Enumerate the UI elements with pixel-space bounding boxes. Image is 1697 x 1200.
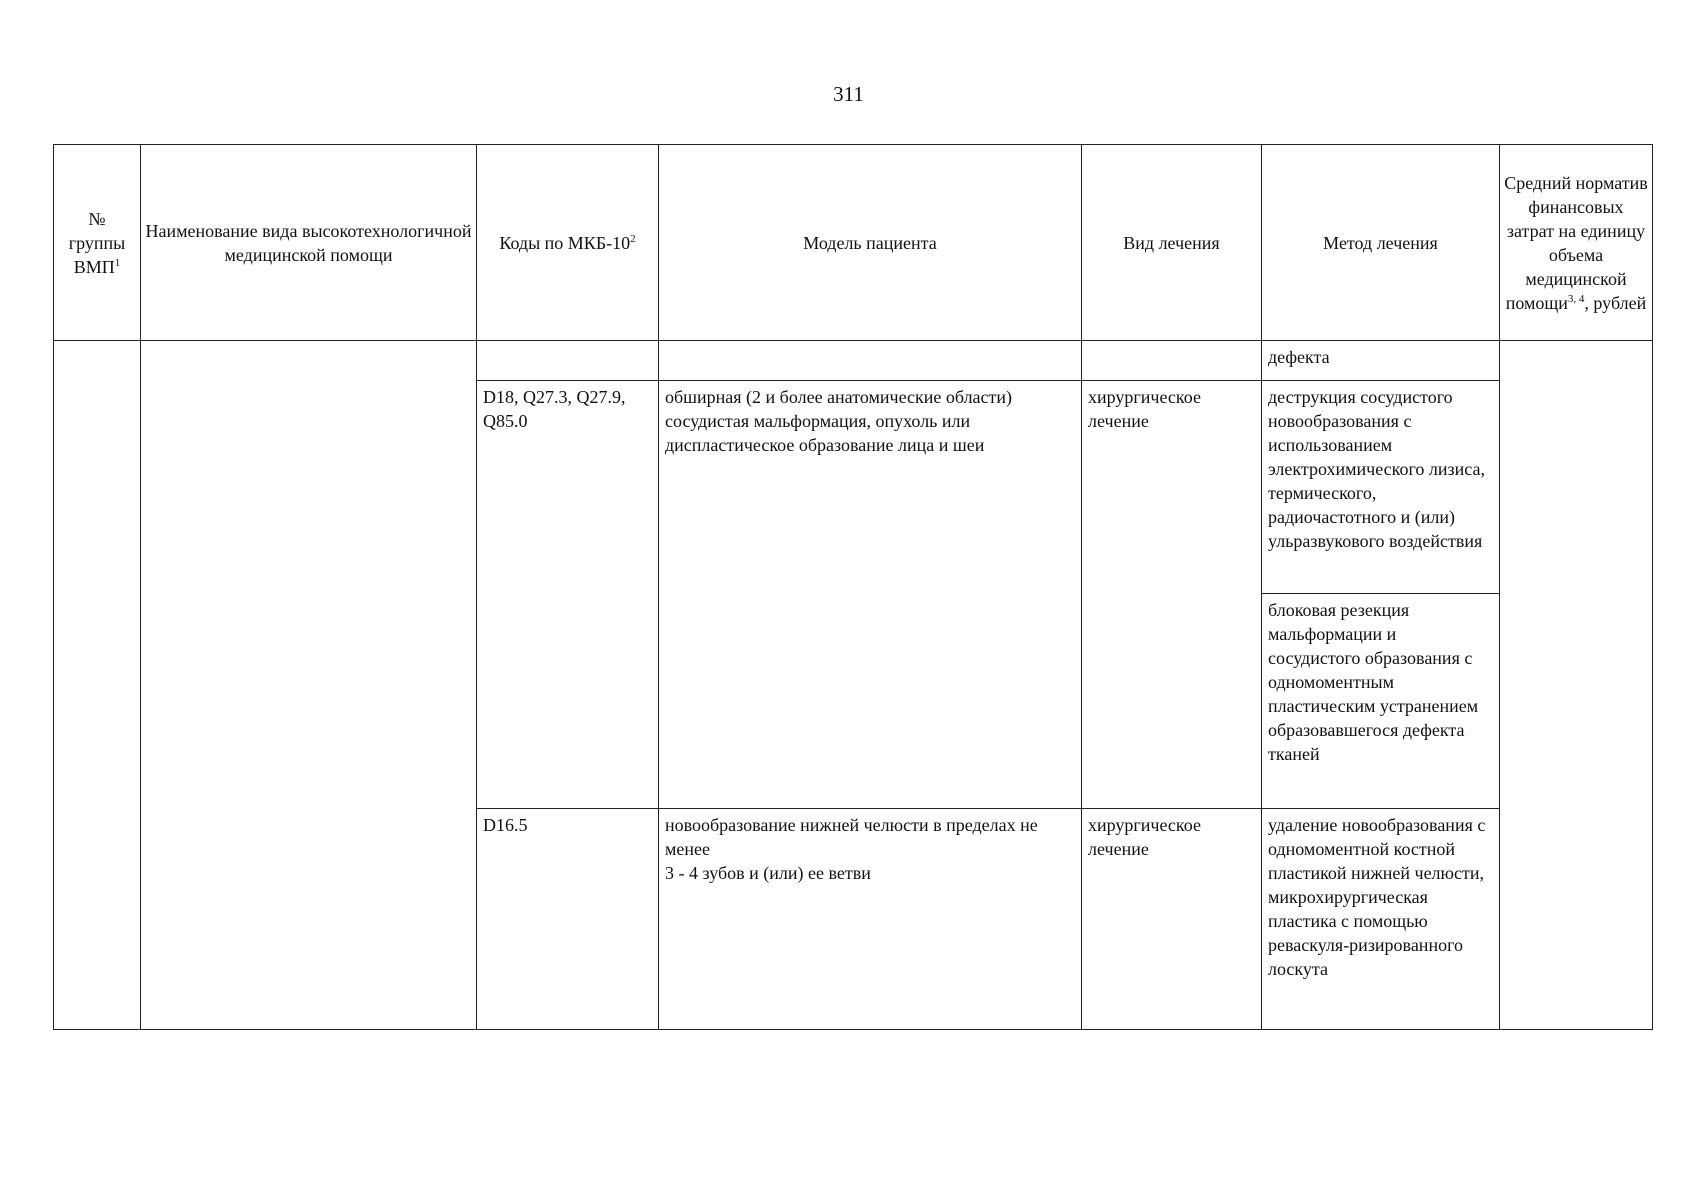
- cell-patient-model: [659, 808, 1082, 1029]
- header-treatment-type: Вид лечения: [1082, 145, 1262, 341]
- cell-treatment-empty: [1082, 341, 1262, 381]
- cell-method-continuation: дефекта: [1262, 341, 1500, 381]
- cell-treatment-method: блоковая резекция мальформации и сосудистого образования с одномоментным пластическим устранением образовавшегося дефекта тканей: [1262, 594, 1500, 808]
- header-codes: Коды по МКБ-$10^2$: [477, 145, 659, 341]
- table-row: [54, 341, 1653, 381]
- cell-type-name: [141, 341, 477, 1030]
- cell-treatment-type: хирургическое лечение: [1082, 381, 1262, 809]
- cell-patient-model: обширная (2 и более анатомические области) сосудистая мальформация, опухоль или диспластическое образование лица и шеи: [659, 381, 1082, 809]
- header-type-name: Наименование вида высокотехнологичной медицинской помощи: [141, 145, 477, 341]
- cell-codes: D16.5: [477, 808, 659, 1029]
- cell-cost: [1500, 341, 1653, 1030]
- header-treatment-method: Метод лечения: [1262, 145, 1500, 341]
- model-line: 3 - 4 зубов и (или) ее ветви: [665, 862, 871, 883]
- header-patient-model: Модель пациента: [659, 145, 1082, 341]
- cell-group-no: [54, 341, 141, 1030]
- header-cost: Средний норматив финансовых затрат на единицу объема медицинской помощи$^{3, 4}$, рублей: [1500, 145, 1653, 341]
- cell-treatment-type: хирургическое лечение: [1082, 808, 1262, 1029]
- model-line: новообразование нижней челюсти в пределах не менее: [665, 814, 1038, 859]
- cell-treatment-method: деструкция сосудистого новообразования с использованием электрохимического лизиса, термического, радиочастотного и (или) ульразвукового воздействия: [1262, 381, 1500, 594]
- table-header-row: [54, 145, 1653, 341]
- cell-codes: D18, Q27.3, Q27.9, Q85.0: [477, 381, 659, 809]
- header-group-no: № группы ВМП$^1$: [54, 145, 141, 341]
- vmp-table: [53, 144, 1653, 1030]
- cell-codes-empty: [477, 341, 659, 381]
- cell-model-empty: [659, 341, 1082, 381]
- cell-treatment-method: удаление новообразования с одномоментной костной пластикой нижней челюсти, микрохирургическая пластика с помощью реваскуля-ризированного лоскута: [1262, 808, 1500, 1029]
- page-number: 311: [833, 82, 864, 106]
